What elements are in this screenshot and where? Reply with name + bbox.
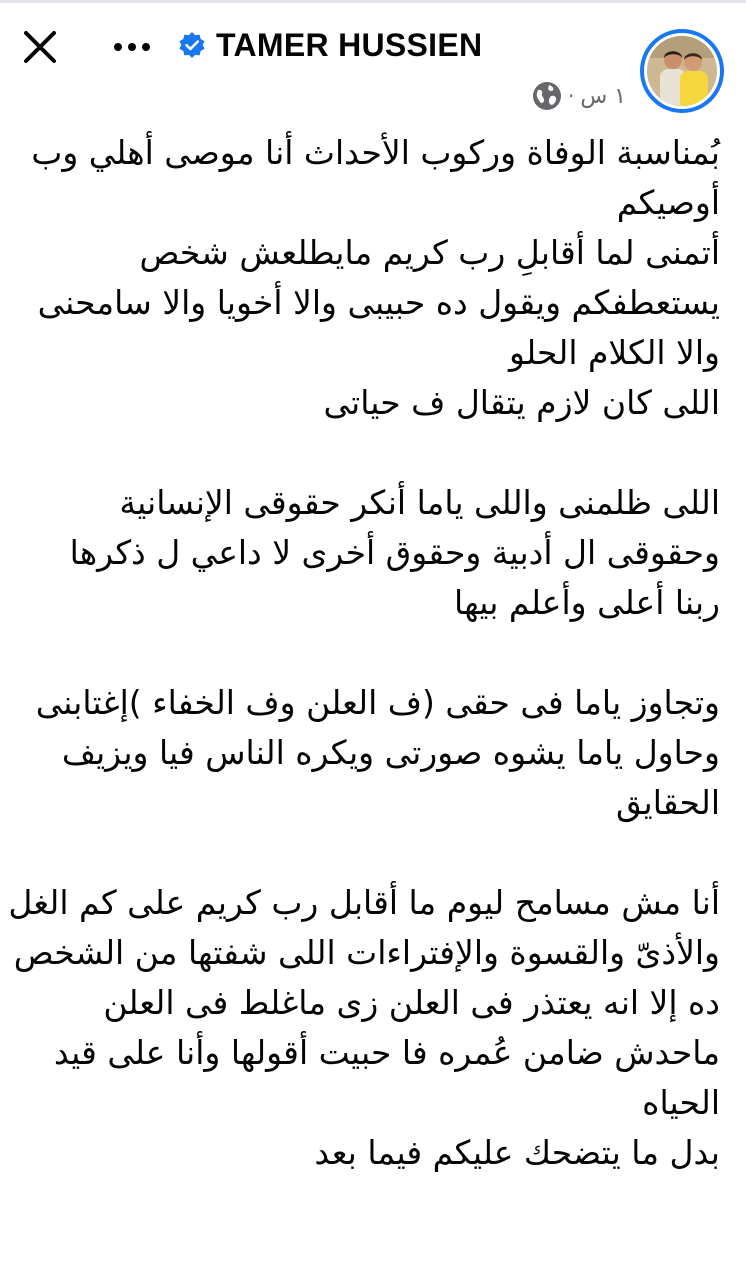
post-text <box>8 128 720 1178</box>
post-paragraph <box>14 478 720 628</box>
more-horizontal-icon <box>112 41 152 53</box>
verified-badge-icon <box>178 31 206 59</box>
meta-separator: · <box>567 84 575 108</box>
more-options-button[interactable] <box>108 27 156 67</box>
post-text-line: وتجاوز ياما فى حقى (ف العلن وف الخفاء )إغتابنى <box>35 683 720 722</box>
post-text-line: ربنا أعلى وأعلم بيها <box>454 583 720 622</box>
post-text-line: وحقوقى ال أدبية وحقوق أخرى لا داعي ل ذكرها <box>69 533 720 572</box>
author-row[interactable] <box>178 23 482 67</box>
post-text-line: يستعطفكم ويقول ده حبيبى والا أخويا والا سامحنى <box>37 283 720 322</box>
post-text-line: اللى ظلمنى واللى ياما أنكر حقوقى الإنسانية <box>119 483 720 522</box>
post-meta <box>532 79 626 113</box>
post-text-line: الحياه <box>642 1083 720 1122</box>
post-text-line: بُمناسبة الوفاة وركوب الأحداث أنا موصى أهلي وب <box>31 133 720 172</box>
post-timestamp[interactable]: ١ س <box>580 83 626 109</box>
avatar-image <box>647 36 717 106</box>
post-text-line: وحاول ياما يشوه صورتى ويكره الناس فيا ويزيف <box>61 733 720 772</box>
post-header <box>0 3 746 115</box>
post-text-line: ماحدش ضامن عُمره فا حبيت أقولها وأنا على قيد <box>53 1033 720 1072</box>
post-text-line: والا الكلام الحلو <box>509 333 720 372</box>
post-text-line: والأذىّ والقسوة والإفتراءات اللى شفتها من الشخص <box>13 933 720 972</box>
author-name[interactable]: TAMER HUSSIEN <box>216 26 483 63</box>
avatar[interactable] <box>640 29 724 113</box>
post-text-line: اللى كان لازم يتقال ف حياتى <box>323 383 720 422</box>
post-text-line: أوصيكم <box>616 183 720 222</box>
post-paragraph <box>14 128 720 428</box>
post-text-line: أتمنى لما أقابلِ رب كريم مايطلعش شخص <box>139 233 720 272</box>
post-paragraph <box>8 878 720 1178</box>
globe-icon[interactable] <box>532 81 562 111</box>
post-text-line: أنا مش مسامح ليوم ما أقابل رب كريم على كم الغل <box>8 883 720 922</box>
post-text-line: الحقايق <box>616 783 720 822</box>
post-text-line: بدل ما يتضحك عليكم فيما بعد <box>314 1133 720 1172</box>
close-icon <box>22 29 58 65</box>
post-paragraph <box>14 678 720 828</box>
post-text-line: ده إلا انه يعتذر فى العلن زى ماغلط فى العلن <box>103 983 720 1022</box>
close-button[interactable] <box>18 25 62 69</box>
